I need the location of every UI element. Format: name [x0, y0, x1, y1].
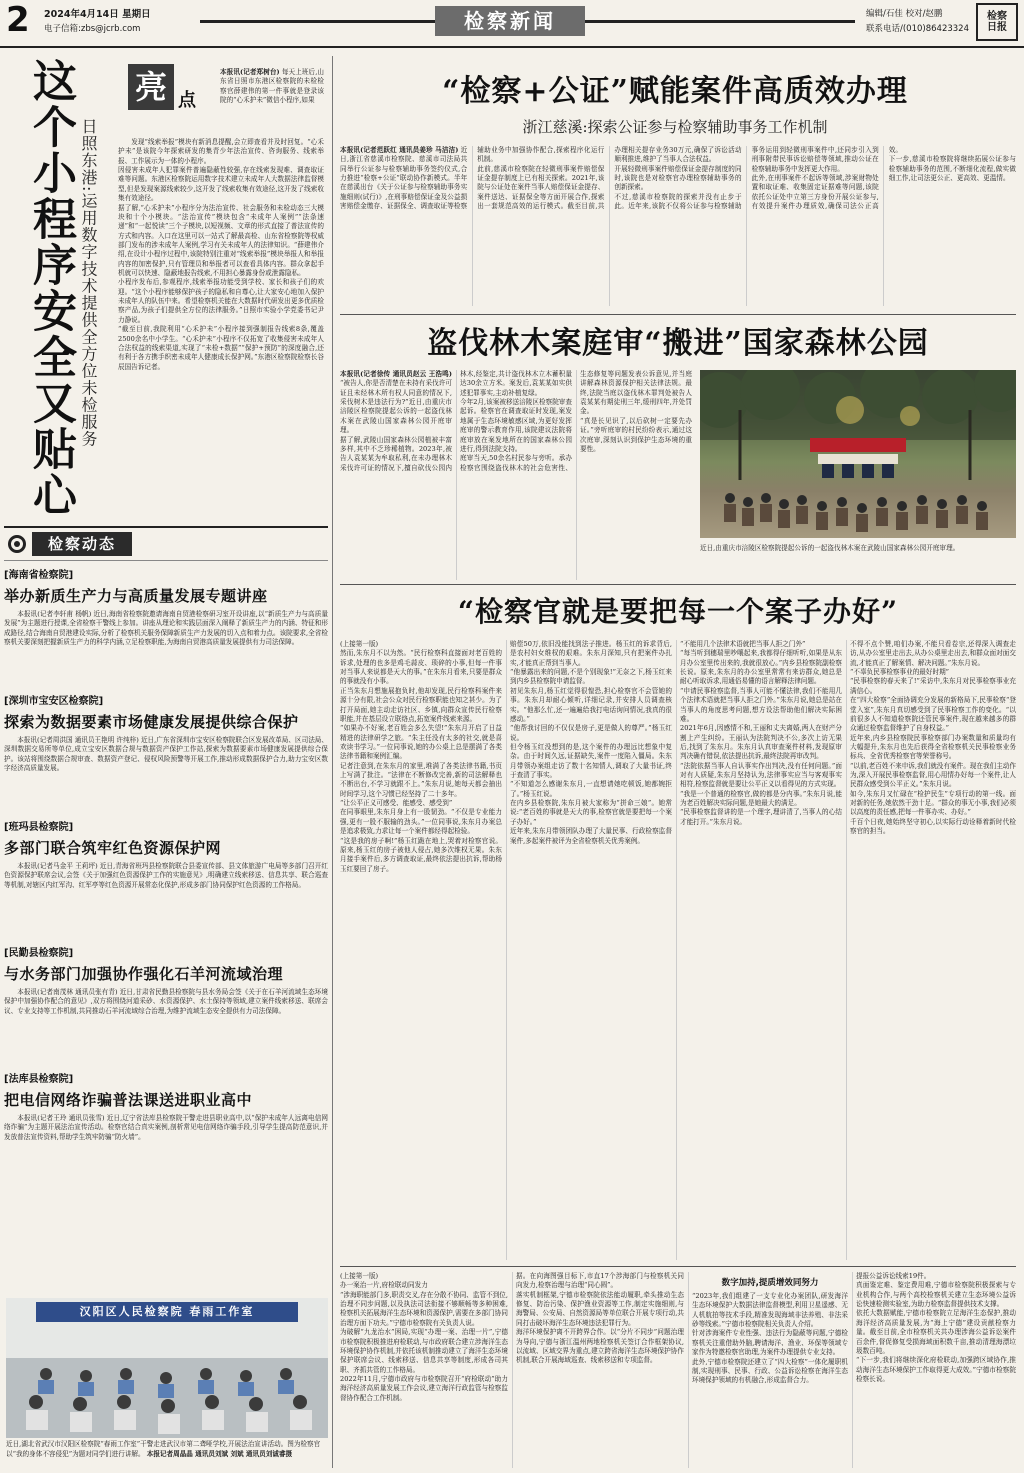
article3-col4-text: 不得不点个赞,咱们办案,不能只看卷宗,还得深入调查走访,从办公室里走出去,从办公桌里走出去,和群众面对面交流,才能真正了解案情、解决问题。”朱东月说。 “不辜负民事检察事业的最好时期” “民事检察的春天来了!”采访中,朱东月对民事检察事业充满信心。 在“四大检察”全面协调充分发展的新格局下,民事检察“登堂入室”,朱东月真切感受到了民事检察工作的变化。“以前很多人不知道检察院还管民事案件,现在越来越多的群众通过检察监督维护了自身权益。” 近年来,内乡县检察院民事检察部门办案数量和质量均有大幅提升,朱东月也先后获得全省检察机关民事检察业务标兵、全省优秀检察官等荣誉称号。 “以前,老百姓不来申诉,我们就没有案件。现在我们主动作为,深入开展民事检察监督,用心用情办好每一个案件,让人民群众感受到公平正义。”朱东月说。 如今,朱东月又忙碌在“检护民生”专项行动的第一线。面对新的任务,她依然干劲十足。“群众的事无小事,我们必须以高度的责任感,把每一件事办实、办好。” 千百个日夜,她始终坚守初心,以实际行动诠释着新时代检察官的担当。	[850, 640, 1016, 836]
article4-divider-2	[688, 1272, 689, 1468]
feature-byline: 本报讯(记者郑树台)	[220, 68, 280, 76]
article3-col4	[850, 640, 1016, 1260]
target-icon	[8, 535, 26, 553]
masthead-bottom-rule	[0, 46, 1024, 48]
article4-right-col	[692, 1272, 848, 1468]
section-title: 检察新闻	[464, 9, 556, 33]
article1-body-text: 近日,浙江省慈溪市检察院、慈溪市司法局共同举行公证参与检察辅助事务签约仪式,合力推进“检察+公证”联动协作新模式。半年在慈溪出台《关于公证参与检察辅助事务实施细则(试行)》,在刑事赔偿保证金及公益损害赔偿金缴存、证据保全、调查取证等检察辅助业务中加强协作配合,探索程序化运行机制。 此前,慈溪市检察院在轻微刑事案件赔偿保证金提存制度上已有相关探索。2021年,该院与公证处在案件当事人赔偿保证金提存、案件送达、证据保全等方面开展合作,探索出一套规范高效的运行模式。截至目前,共办理相关提存业务30万元,确保了诉讼活动顺利推进,维护了当事人合法权益。 开展轻微刑事案件赔偿保证金提存制度的同时,该院也是对检察官办理检察辅助事务的创新探索。 不过,慈溪市检察院的探索并没有止步于此。近年来,该院不仅将公证参与检察辅助事务运用到轻微刑事案件中,还同步引入到刑事附带民事诉讼赔偿等领域,推动公证在检察辅助事务中发挥更大作用。 此外,在刑事案件不起诉等领域,涉案财物处置和取证难、收集固定证据难等问题,该院依托公证处中立第三方身份开展公证参与,有效提升案件办理质效,确保司法公正高效。 下一步,慈溪市检察院将继续拓展公证参与检察辅助事务的范围,不断细化流程,做实做细工作,让司法更公正、更高效、更温情。	[340, 146, 1016, 211]
article4-mid-text: 据。在向海图强目标下,市直17个涉海部门与检察机关同向发力,检察治理与治理“同心圆”。 落实机制框架,宁德市检察院依法能动履职,牵头推动生态修复、防治污染、保护渔业资源等工作,制定实施细则,与海警局、公安局、自然资源局等单位联合开展专项行动,共同打击破坏海洋生态环境违法犯罪行为。 海洋环境保护离不开跨界合作。以“分片不同步”问题治理为导向,宁德与浙江温州两地检察机关签订合作框架协议,以流域、区域交界为重点,建立跨省海洋生态环境保护协作机制,联合开展海域巡查、线索移送和专项监督。	[516, 1272, 684, 1365]
article3-divider-3	[846, 640, 847, 1260]
dynamics-item-headline: 与水务部门加强协作强化石羊河流域治理	[4, 965, 284, 983]
phone-line: 联系电话/(010)86423324	[866, 24, 969, 34]
classroom-photo-credit: 本报记者周晶晶 通讯员刘斌 刘斌 通讯员刘诚睿摄	[146, 1449, 293, 1458]
dynamics-item-tag: [班玛县检察院]	[4, 822, 74, 833]
article1-byline: 本报讯(记者范跃红 通讯员姜珍 马洁洁)	[340, 146, 459, 154]
column-label-big: 亮	[134, 68, 167, 106]
dynamics-item-tag: [海南省检察院]	[4, 570, 74, 581]
article4-far-right-col	[856, 1272, 1016, 1468]
feature-title-text: 这个小程序安全又贴心	[25, 58, 76, 518]
logo-text: 检察日报	[987, 11, 1007, 33]
classroom-photo-caption	[6, 1440, 328, 1470]
dynamics-item-faku	[4, 1070, 328, 1192]
dynamics-item-hainan	[4, 566, 328, 688]
article1-body	[340, 146, 1016, 306]
feature-subtitle	[78, 118, 108, 447]
article2-body-text: “被告人,你是否清楚在未持有采伐许可证且未经林木所有权人同意的情况下,采伐树木是违法行为?”近日,由重庆市涪陵区检察院提起公诉的一起盗伐林木案在武陵山国家森林公园开庭审理。 据了解,武陵山国家森林公园植被丰富多样,其中不乏珍稀植物。2023年,被告人袁某某为牟取私利,在未办理林木采伐许可证的情况下,擅自砍伐公园内林木,经鉴定,共计盗伐林木立木蓄积量达30余立方米。案发后,袁某某如实供述犯罪事实,主动补植复绿。 今年2月,该案被移送涪陵区检察院审查起诉。检察官在调查取证时发现,案发地属于生态环境敏感区域,为更好发挥庭审的警示教育作用,该院建议法院将庭审放在案发地所在的国家森林公园进行,得到法院支持。 庭审当天,50余名村民参与旁听。承办检察官围绕盗伐林木的社会危害性、生态修复等问题发表公诉意见,并当庭讲解森林资源保护相关法律法规。最终,法院当庭以盗伐林木罪判处被告人袁某某有期徒刑三年,缓刑四年,并处罚金。 “真是长见识了,以后砍树一定要先办证。”旁听庭审的村民纷纷表示,通过这次庭审,深刻认识到保护生态环境的重要性。	[340, 370, 692, 472]
feature-body	[118, 138, 324, 510]
page-number: 2	[6, 0, 30, 40]
article4-far-right-text: 提报公益诉讼线索19件。 真面鉴定难、鉴定费用难,宁德市检察院积极探索与专业机构合作,与两个高校检察机关建立生态环境公益诉讼快速检测实验室,为助力检察监督提供技术支撑。 依托大数据赋能,宁德市检察院立足海洋生态保护,推动海洋经济高质量发展,为“海上宁德”建设贡献检察力量。截至目前,全市检察机关共办理涉海公益诉讼案件百余件,督促修复受损海域面积数千亩,推动清理海漂垃圾数百吨。 “下一步,我们将继续深化府检联动,加强跨区域协作,推动海洋生态环境保护工作取得更大成效。”宁德市检察院检察长说。	[856, 1272, 1016, 1383]
dynamics-item-body: 本报讯(记者王玲 通讯员张雪) 近日,辽宁省法库县检察院干警走进县职业高中,以“保护未成年人远离电信网络诈骗”为主题开展法治宣传活动。检察官结合真实案例,剖析常见电信网络诈骗手段,引导学生提高防范意识,并发放普法宣传资料,帮助学生筑牢防骗“防火墙”。	[4, 1114, 328, 1141]
feature-lead-text: 每天上班后,山东省日照市东港区检察院的未检检察官薛建伟的第一件事就是登录该院的“心禾护未”微信小程序,如果	[220, 68, 324, 105]
dynamics-item-baoan	[4, 692, 328, 814]
dynamics-item-tag: [民勤县检察院]	[4, 948, 74, 959]
left-column-divider	[332, 56, 333, 596]
article3-title: “检察官就是要把每一个案子办好”	[457, 595, 899, 628]
feature-lead	[220, 68, 324, 136]
feature-subtitle-text: 日照东港:运用数字技术提供全方位未检服务	[79, 118, 98, 448]
article2-body	[340, 370, 692, 580]
feature-title	[22, 58, 82, 518]
dynamics-section-label	[4, 532, 154, 556]
dynamics-item-minqin	[4, 944, 328, 1066]
dynamics-item-headline: 探索为数据要素市场健康发展提供综合保护	[4, 713, 299, 731]
dynamics-list	[4, 566, 328, 1196]
newspaper-logo	[976, 3, 1018, 41]
article3-col3	[680, 640, 842, 1260]
left-lower-divider	[332, 592, 333, 1468]
article4-left-text: (上接第一版) 办一案治一片,府检联动同发力 “涉海职能部门多,职责交叉,存在分散不协同、监管不到位,治理不同步问题,以及执法司法衔接不够顺畅等多种困难,检察机关拓展海洋生态环境和资源保护,需要在多部门协同治理方面下功夫。”宁德市检察院有关负责人说。 为破解“九龙治水”困局,实现“办理一案、治理一片”,宁德市检察院积极推进府检联动,与市政府联合建立涉海洋生态环境保护协作机制,并依托该机制推动建立了海洋生态环境保护联席会议、线索移送、信息共享等制度,形成各司其职、齐抓共管的工作格局。 2022年11月,宁德市政府与市检察院召开“府检联动”助力海洋经济高质量发展工作会议,建立海洋行政监管与检察监督协作配合工作机制。	[340, 1272, 508, 1402]
article4-right-heading: 数字加持,提质增效同努力	[721, 1278, 819, 1288]
dynamics-item-body: 本报讯(记者马金平 王莉坪) 近日,青海省班玛县检察院联合县委宣传部、县文体旅游广电局等多部门召开红色资源保护联席会议,会签《关于加强红色资源保护工作的实施意见》,明确建立线索移送、信息共享、联合巡查等机制,对辖区内红军沟、红军亭等红色资源开展常态化保护,形成多部门协同保护红色资源的工作格局。	[4, 862, 328, 889]
article3-divider-2	[676, 640, 677, 1260]
article4-divider-1	[512, 1272, 513, 1468]
article2-byline: 本报讯(记者徐传 通讯员赵云 王浩鸣)	[340, 370, 452, 378]
dynamics-item-banma	[4, 818, 328, 940]
forest-scene-svg	[700, 370, 1016, 538]
column-label-small: 点	[178, 90, 196, 111]
article1-subtitle: 浙江慈溪:探索公证参与检察辅助事务工作机制	[522, 118, 828, 136]
article3-col1-text: (上接第一版) 然而,朱东月不以为然。“民行检察科直接面对老百姓的诉求,处理的也多是鸡毛蒜皮、琐碎的小事,但每一件事对当事人来说都是天大的事。”在朱东月看来,只要是群众的事就没有小事。 正当朱东月想施展抱负时,他却发现,民行检察科案件来源十分有限,社会公众对民行检察职能也知之甚少。为了打开局面,她主动走访社区、乡镇,向群众宣传民行检察职能,并在基层设立联络点,拓宽案件线索来源。 “如果办不好案,老百姓会多么失望!”朱东月开启了日益精进的法律研学之旅。“朱主任没有太多的社交,就是喜欢读书学习。”一位同事说,她的办公桌上总是摆满了各类法律书籍和案例汇编。 记者注意到,在朱东月的家里,堆满了各类法律书籍,书页上写满了批注。“法律在不断修改完善,新的司法解释也不断出台,不学习就跟不上。”朱东月说,她每天都会抽出时间学习,这个习惯已经坚持了二十多年。 “让公平正义可感受、能感受、感受到” 在同事眼里,朱东月身上有一股韧劲。“不仅是专业能力强,更有一股不服输的劲头。”一位同事说,朱东月办案总是追求极致,力求让每一个案件都经得起检验。 “这是我的房子啊!”杨玉红跪在地上,哭着对检察官说。原来,杨玉红的房子被他人侵占,她多次维权无果。朱东月接手案件后,多方调查取证,最终依法提出抗诉,帮助杨玉红要回了房子。	[340, 640, 502, 873]
classroom-photo	[6, 1298, 328, 1438]
masthead-rule-left	[200, 20, 435, 23]
article3-col1	[340, 640, 502, 1260]
feature-body-text: 发现“线索举报”模块有新消息提醒,会立即查看并及时回复。“心禾护未”是该院今年探索研发的集青少年法治宣传、咨询服务、线索举报、工作展示为一体的小程序。 因侵害未成年人犯罪案件普遍隐蔽性较强,存在线索发现难、调查取证难等问题。东港区检察院运用数字技术建立未成年人大数据法律监督模型,但是发现案源线索较少,这开发了线索收集有效途径,这开发了线索收集有效途径。 据了解,“心禾护未”小程序分为法治宣传、社会服务和未检动态三大模块和十个小模块。“法治宣传”模块包含“未成年人案例”“法条速递”和“一起悦读”三个子模块,以短视频、文章的形式直接了普法宣传的方式和内容。入口在这里可以一站式了解最高检、山东省检察院等权威部门发布的涉未成年人案例,学习有关未成年人的法律知识。“薛建伟介绍,在设计小程序过程中,该院特别注重对“线索举报”模块举报人和举报内容的加密保护,只有管理员和举报者可以查看具体内容。群众拿起手机就可以快速、隐蔽地报告线索,不用担心暴露身份或泄露隐私。 小程序发布后,参观程序,线索举报功能受到学校、家长和孩子们的欢迎。“这个小程序能够保护孩子的隐私和自尊心,让大家安心地加入保护未成年人的队伍中来。希望检察机关能在大数据时代研发出更多优质检察产品,为孩子们提供全方位的法律服务。”日照市实验小学党委书记尹力静说。 “截至目前,我院利用“心禾护未”小程序接到强制报告线索8条,覆盖2500余名中小学生。“心禾护未”小程序不仅拓宽了收集侵害未成年人合法权益的线索渠道,实现了“未检+数据”“保护+预防”的深度融合,还有利于各方携手织密未成年人健康成长保护网。”东港区检察院检察长谷辰国告诉记者。	[118, 138, 324, 371]
dynamics-label-text: 检察动态	[47, 535, 116, 553]
dynamics-item-tag: [深圳市宝安区检察院]	[4, 696, 104, 707]
classroom-caption-text: 近日,湖北省武汉市汉阳区检察院“春雨工作室”干警走进武汉市第二聋哑学校,开展法治宣讲活动。图为检察官以“我的身体不容侵犯”为题对同学们进行讲解。	[6, 1440, 321, 1458]
dynamics-top-rule	[4, 526, 328, 528]
forest-courtroom-photo	[700, 370, 1016, 538]
dynamics-item-body: 本报讯(记者李轩甫 杨帆) 近日,海南省检察院邀请海南自贸港检察研习室开设讲座,以“新质生产力与高质量发展”为主题进行授课,全省检察干警线上参加。讲座从理论和实践层面深入阐释了新质生产力的内涵、特征和形成路径,结合海南自贸港建设实际,分析了检察机关服务保障新质生产力发展的切入点和着力点。该院要求,全省检察机关要深刻把握新质生产力的科学内涵,立足检察职能,为海南自贸港高质量发展提供有力司法保障。	[4, 610, 328, 647]
article3-bottom-rule	[340, 1266, 1016, 1267]
dynamics-item-headline: 举办新质生产力与高质量发展专题讲座	[4, 587, 268, 605]
dynamics-label-rule	[4, 560, 328, 561]
article3-col3-text: “不能用几个法律术语就把当事人拒之门外” “每当听到穗瑞里吵嚷起来,我都得仔细听听,如果是从东月办公室里传出来的,我就很放心。”内乡县检察院副检察长说。原来,朱东月的办公室里常常有来访群众,她总是耐心听取诉求,用通俗易懂的语言解释法律问题。 “申请民事检察监督,当事人可能不懂法律,我们不能用几个法律术语就把当事人拒之门外。”朱东月说,她总是站在当事人的角度思考问题,想方设法帮助他们解决实际困难。 2021年6月,因感情不和,王丽和丈夫离婚,两人在财产分割上产生纠纷。王丽认为法院判决不公,多次上访无果后,找到了朱东月。朱东月认真审查案件材料,发现原审判决确有错误,依法提出抗诉,最终法院再审改判。 “法院依据当事人自认事实作出判决,没有任何问题。”面对有人质疑,朱东月坚持认为,法律事实应当与客观事实相符,检察监督就是要让公平正义以看得见的方式实现。 “我是一个普通的检察官,做的都是分内事。”朱东月说,能为老百姓解决实际问题,是她最大的满足。 “民事检察监督讲的是一个理字,理讲清了,当事人的心结才能打开。”朱东月说。	[680, 640, 842, 826]
dynamics-item-tag: [法库县检察院]	[4, 1074, 74, 1085]
dynamics-item-body: 本报讯(记者南茂林 通讯员张有青) 近日,甘肃省民勤县检察院与县水务局会签《关于在石羊河流域生态环境保护中加强协作配合的意见》,双方将围绕河道采砂、水资源保护、水土保持等领域,建立案件线索移送、联席会议、专业支持等工作机制,共同推动石羊河流域综合治理,为维护流域生态安全提供有力司法保障。	[4, 988, 328, 1015]
article1-bottom-rule	[340, 314, 1016, 315]
article4-mid-col	[516, 1272, 684, 1468]
dynamics-item-body: 本报讯(记者周洪国 通讯员王艳明 许纯梓) 近日,广东省深圳市宝安区检察院联合区发展改革局、区司法局、深圳数据交易所等单位,成立宝安区数据合规与数据资产保护工作站,探索为数据要素市场健康发展提供综合保护。该站将围绕数据合规审查、数据资产登记、侵权风险预警等开展工作,推动形成数据保护合力,助力宝安区数字经济高质量发展。	[4, 736, 328, 773]
article4-left-col	[340, 1272, 508, 1468]
article3-col2-text: 赔偿50万,依旧没能找到法子推进。杨玉红的诉求背后,是农村妇女维权的艰难。朱东月深知,只有把案件办扎实,才能真正帮到当事人。 “他暴露出来的问题,不是个别现象!”无奈之下,杨玉红来到内乡县检察院申请监督。 初见朱东月,杨玉红觉得很惶恐,担心检察官不会管她的事。朱东月却耐心倾听,详细记录,并安排人员调查核实。“他那么忙,还一遍遍给我打电话询问情况,我真的很感动。” “他帮我讨回的不仅仅是房子,更是做人的尊严。”杨玉红说。 但令杨玉红没想到的是,这个案件的办理远比想象中复杂。由于时间久远,证据缺失,案件一度陷入僵局。朱东月带领办案组走访了数十名知情人,调取了大量书证,终于查清了事实。 “不知道怎么感谢朱东月,一直想请她吃顿饭,她都婉拒了。”杨玉红说。 在内乡县检察院,朱东月被大家称为“拼命三娘”。她常说:“老百姓的事就是天大的事,检察官就是要把每一个案子办好。” 近年来,朱东月带领团队办理了大量民事、行政检察监督案件,多起案件被评为全省检察机关优秀案例。	[510, 640, 672, 845]
article2-title: 盗伐林木案庭审“搬进”国家森林公园	[427, 326, 929, 361]
column-label	[128, 64, 210, 118]
masthead-rule-right	[585, 20, 855, 23]
dynamics-item-headline: 多部门联合筑牢红色资源保护网	[4, 839, 222, 857]
email-line: 电子信箱:zbs@jcrb.com	[44, 24, 141, 34]
article3-col2	[510, 640, 672, 1260]
classroom-banner-text: 汉阳区人民检察院 春雨工作室	[79, 1305, 255, 1318]
article4-right-text: “2023年,我们组建了一支专业化办案团队,研发海洋生态环境保护大数据法律监督模型,利用卫星遥感、无人机航拍等技术手段,精准发现海域非法养殖、非法采砂等线索。”宁德市检察院相关负责人介绍。 针对涉海案件专业性强、违法行为隐蔽等问题,宁德检察机关注重借助外脑,聘请海洋、渔业、环保等领域专家作为特邀检察官助理,为案件办理提供专业支持。 此外,宁德市检察院还建立了“四大检察”一体化履职机制,实现刑事、民事、行政、公益诉讼检察在海洋生态环境保护领域的有机融合,形成监督合力。	[692, 1292, 848, 1385]
issue-date: 2024年4月14日 星期日	[44, 9, 151, 20]
article3-divider-1	[506, 640, 507, 1260]
article4-divider-3	[852, 1272, 853, 1468]
article2-bottom-rule	[340, 584, 1016, 585]
article1-title: “检察+公证”赋能案件高质效办理	[442, 74, 908, 109]
article2-photo-caption: 近日,由重庆市涪陵区检察院提起公诉的一起盗伐林木案在武陵山国家森林公园开庭审理。	[700, 544, 960, 552]
masthead	[0, 0, 1024, 46]
editor-line: 编辑/石佳 校对/赵鹏	[866, 9, 943, 19]
dynamics-item-headline: 把电信网络诈骗普法课送进职业高中	[4, 1091, 253, 1109]
